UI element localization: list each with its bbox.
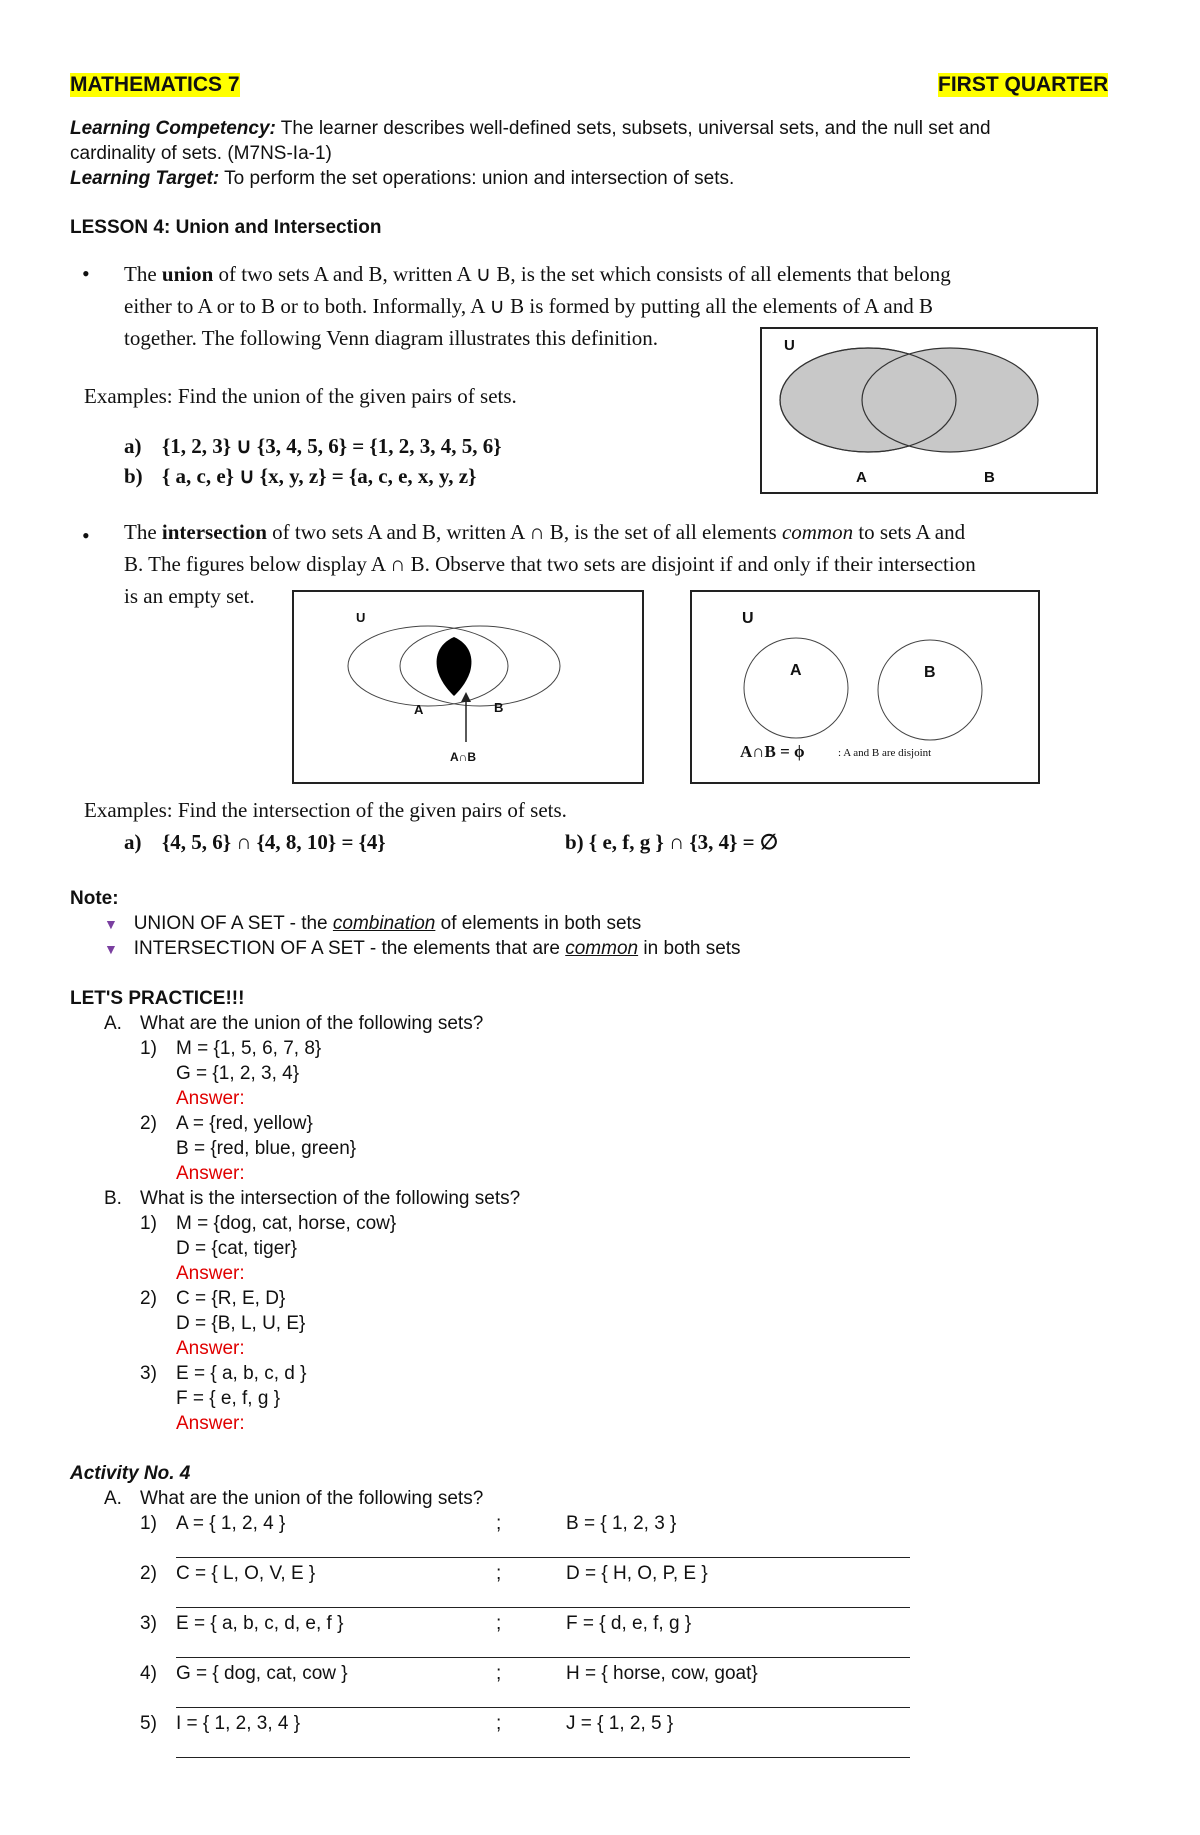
- activity-a-question: What are the union of the following sets?: [140, 1488, 484, 1509]
- note-item: ▼ UNION OF A SET - the combination of elements in both sets: [104, 913, 642, 934]
- down-arrow-icon: ▼: [104, 916, 118, 932]
- activity-a-label: A.: [104, 1488, 122, 1509]
- practice-b2-num: 2): [140, 1288, 157, 1309]
- answer-label: Answer:: [176, 1263, 245, 1284]
- fig2-note: : A and B are disjoint: [838, 747, 932, 759]
- fig2-circle-b: [878, 640, 982, 740]
- answer-line[interactable]: [176, 1557, 910, 1558]
- bullet-icon: •: [82, 261, 90, 286]
- practice-b2: C = {R, E, D} D = {B, L, U, E} Answer:: [176, 1288, 306, 1359]
- fig2-a-label: A: [790, 662, 802, 679]
- answer-line[interactable]: [176, 1707, 910, 1708]
- practice-b3-num: 3): [140, 1363, 157, 1384]
- practice-a-question: What are the union of the following sets?: [140, 1013, 484, 1034]
- lesson-title: LESSON 4: Union and Intersection: [70, 217, 382, 238]
- answer-line[interactable]: [176, 1607, 910, 1608]
- practice-b3: E = { a, b, c, d } F = { e, f, g } Answer:: [176, 1363, 307, 1434]
- intersection-examples-title: Examples: Find the intersection of the given pairs of sets.: [84, 798, 567, 822]
- fig1-a-label: A: [414, 702, 424, 717]
- subject-title: MATHEMATICS 7: [70, 73, 240, 96]
- practice-a1: M = {1, 5, 6, 7, 8} G = {1, 2, 3, 4} Answer:: [176, 1038, 322, 1109]
- competency-text: The learner describes well-defined sets, subsets, universal sets, and the null set and: [275, 118, 991, 139]
- target-label: Learning Target:: [70, 168, 220, 189]
- fig1-ab-label: A∩B: [450, 750, 476, 764]
- intersection-definition: The intersection of two sets A and B, written A ∩ B, is the set of all elements common to sets A and B. The figures below display A ∩ B. Observe that two sets are disjoint if and only if their intersection is an empty set.: [124, 520, 976, 608]
- activity-title: Activity No. 4: [70, 1463, 191, 1484]
- fig1-b-label: B: [494, 700, 504, 715]
- practice-a-label: A.: [104, 1013, 122, 1034]
- practice-b-label: B.: [104, 1188, 122, 1209]
- note-title: Note:: [70, 888, 119, 909]
- answer-line[interactable]: [176, 1757, 910, 1758]
- fig2-u-label: U: [742, 610, 754, 627]
- competency-label: Learning Competency:: [70, 118, 276, 139]
- fig1-circle-a: [348, 626, 508, 706]
- venn-a-label: A: [856, 469, 867, 486]
- intersection-figure-1: [292, 590, 644, 784]
- union-examples-title: Examples: Find the union of the given pairs of sets.: [84, 384, 517, 408]
- target-text: To perform the set operations: union and intersection of sets.: [219, 168, 735, 189]
- answer-label: Answer:: [176, 1163, 245, 1184]
- union-ex-a: {1, 2, 3} ∪ {3, 4, 5, 6} = {1, 2, 3, 4, 5, 6}: [162, 434, 502, 458]
- answer-line[interactable]: [176, 1657, 910, 1658]
- bullet-icon: •: [82, 523, 90, 548]
- union-ex-b-label: b): [124, 464, 143, 488]
- intersection-ex-b: b) { e, f, g } ∩ {3, 4} = ∅: [565, 830, 779, 854]
- practice-b1: M = {dog, cat, horse, cow} D = {cat, tiger} Answer:: [176, 1213, 397, 1284]
- fig2-equation: A∩B = ϕ: [740, 742, 805, 761]
- answer-label: Answer:: [176, 1413, 245, 1434]
- union-venn-diagram: [760, 327, 1098, 494]
- practice-a2-num: 2): [140, 1113, 157, 1134]
- intersection-figure-2: [690, 590, 1040, 784]
- fig1-circle-b: [400, 626, 560, 706]
- practice-b1-num: 1): [140, 1213, 157, 1234]
- intersection-ex-a: {4, 5, 6} ∩ {4, 8, 10} = {4}: [162, 830, 386, 854]
- venn-u-label: U: [784, 337, 795, 354]
- union-ex-a-label: a): [124, 434, 142, 458]
- fig1-u-label: U: [356, 610, 366, 625]
- practice-b-question: What is the intersection of the following sets?: [140, 1188, 521, 1209]
- learning-competency: [70, 116, 1140, 191]
- fig2-b-label: B: [924, 664, 936, 681]
- practice-a2: A = {red, yellow} B = {red, blue, green} Answer:: [176, 1113, 357, 1184]
- down-arrow-icon: ▼: [104, 941, 118, 957]
- fig2-circle-a: [744, 638, 848, 738]
- fig1-arrow-head: [461, 692, 471, 702]
- union-definition: The union of two sets A and B, written A ∪ B, is the set which consists of all elements that belong either to A or to B or to both. Informally, A ∪ B is formed by putting all the elements of A and B together. The following Venn diagram illustrates this definition.: [124, 262, 951, 350]
- practice-title: LET'S PRACTICE!!!: [70, 988, 245, 1009]
- note-item: ▼ INTERSECTION OF A SET - the elements that are common in both sets: [104, 938, 741, 959]
- fig1-intersection-region: [437, 637, 472, 696]
- competency-text-2: cardinality of sets. (M7NS-Ia-1): [70, 143, 332, 164]
- union-ex-b: { a, c, e} ∪ {x, y, z} = {a, c, e, x, y, z}: [162, 464, 477, 488]
- answer-label: Answer:: [176, 1088, 245, 1109]
- practice-a1-num: 1): [140, 1038, 157, 1059]
- venn-circle-b: [862, 348, 1038, 452]
- venn-b-label: B: [984, 469, 995, 486]
- intersection-ex-a-label: a): [124, 830, 142, 854]
- quarter-title: FIRST QUARTER: [938, 73, 1109, 96]
- answer-label: Answer:: [176, 1338, 245, 1359]
